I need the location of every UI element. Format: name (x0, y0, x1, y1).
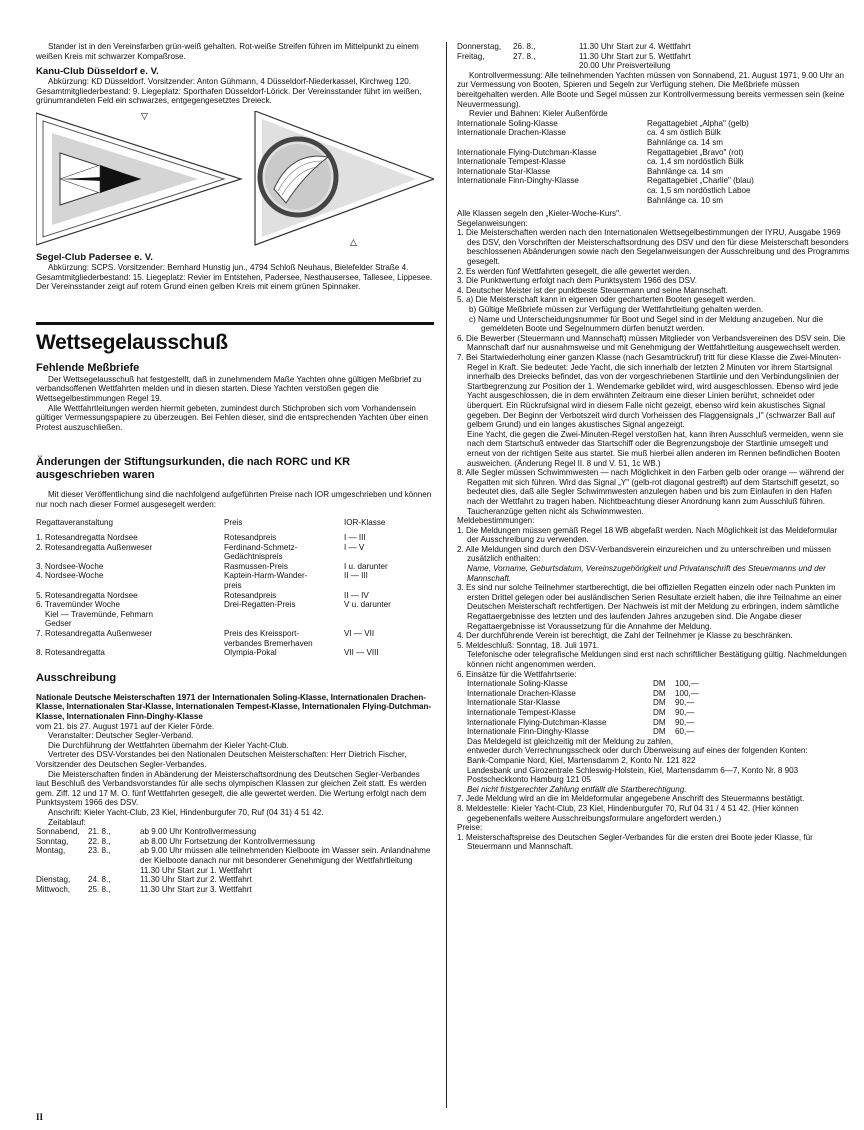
table-cell: II — III (344, 571, 368, 581)
schedule-date: 23. 8., (88, 846, 111, 856)
schedule-date (513, 61, 579, 71)
table-cell: 2. Rotesandregatta Außenweser (36, 542, 153, 552)
table-cell: 4. Nordsee-Woche (36, 571, 104, 581)
schedule-continued (457, 42, 851, 71)
table-row (36, 562, 434, 572)
schedule-event: 11.30 Uhr Start zur 5. Wettfahrt (579, 51, 691, 61)
table-cell: Rasmussen-Preis (224, 561, 288, 571)
schedule-row (457, 42, 851, 52)
class-name: Internationale Flying-Dutchman-Klasse (457, 147, 597, 157)
fee-currency: DM (653, 688, 666, 698)
ausschreibung-title: Ausschreibung (36, 671, 117, 684)
schedule-event: 11.30 Uhr Start zur 1. Wettfahrt (140, 865, 252, 875)
club-pennants (36, 111, 434, 247)
fehlende-p1: Der Wettsegelausschuß hat festgestellt, daß in zunehmendem Maße Yachten ohne gültigen Meßbrief zu verbandsoffenen Wettfahrten melden und in diesen starten. Diese Yachten verstoßen gegen die Wettsegelbestimmungen Regel 19. (36, 374, 422, 403)
rule-item: 4. Deutscher Meister ist der punktbeste Steuermann und seine Mannschaft. (457, 285, 728, 295)
fehlende-p2: Alle Wettfahrtleitungen werden hiermit gebeten, zumindest durch Stichproben sich vom Vorhandensein gültiger Vermessungspapiere zu überzeugen. Bei Fehlen dieser, sind die entsprechenden Yachten über einen Protest auszuschließen. (36, 403, 429, 432)
table-header-preis: Preis (224, 517, 243, 527)
fee-amount: 60,— (675, 727, 695, 737)
schedule-event: ab 9.00 Uhr müssen alle teilnehmenden Kielboote im Wasser sein. Anlandnahme der Kielboote danach nur mit besonderer Genehmigung der Wettfahrtleitung (140, 846, 431, 865)
rule-item: 6. Die Bewerber (Steuermann und Mannschaft) müssen Mitglieder von Verbandsvereinen des DSV sein. Die Mannschaft darf nur ausnahmsweise und mit Genehmigung der Wettfahrtleitung ausgewechselt werden. (457, 333, 846, 353)
kanu-club-pennant (36, 113, 241, 245)
prize-table-header (36, 518, 434, 528)
rule-item: 1. Die Meisterschaften werden nach den Internationalen Wettsegelbestimmungen der IYRU, Ausgabe 1969 des DSV, den Vorschriften der Meisterschaftsordnung des DSV und den für diese Meisterschaft besonders beschlossenen Abänderungen sowie nach den Segelanweisungen der Ausschreibung und des Programms gesegelt. (457, 228, 850, 267)
meld-item: 3. Es sind nur solche Teilnehmer startberechtigt, die bei offiziellen Regatten einzeln oder nach Punkten im ersten Drittel gelegen oder bei ausländischen Serien Resultate erzielt haben, die ihre Teilnahme an einer Deutschen Meisterschaft rechtfertigen. Der Nachweis ist mit der Meldung zu erbringen, indem sämtliche Regattaergebnisse des letzten und des laufenden Jahres anzugeben sind. Die Angabe dieser Regattaergebnisse ist Voraussetzung für die Annahme der Meldung. (457, 583, 842, 631)
payment-line: Bank-Companie Nord, Kiel, Martensdamm 2, Konto Nr. 121 822 (467, 755, 696, 765)
meld-item: Telefonische oder telegrafische Meldungen sind erst nach schriftlicher Bestätigung gültig. Nachmeldungen können nicht angenommen werden. (467, 650, 847, 669)
ausschreibung-line: vom 21. bis 27. August 1971 auf der Kieler Förde. (36, 721, 215, 731)
schedule-date: 21. 8., (88, 827, 111, 837)
schedule-day: Mittwoch, (36, 884, 71, 894)
schedule-row (457, 61, 851, 71)
class-area (647, 157, 851, 167)
table-row (36, 629, 434, 648)
fee-class: Internationale Star-Klasse (467, 698, 561, 708)
kontrollvermessung-text: Kontrollvermessung: Alle teilnehmenden Yachten müssen von Sonnabend, 21. August 1971, 9.00 Uhr an zur Vermessung von Booten, Spieren und Segeln zur Verfügung stehen. Die Meßbriefe müssen bereitgehalten werden. Alle Boote und Segel müssen zur Kontrollvermessung bereits vermessen sein (keine Neuvermessung). (457, 70, 845, 109)
left-column (36, 42, 434, 894)
fee-currency: DM (653, 698, 666, 708)
fee-class: Internationale Tempest-Klasse (467, 707, 576, 717)
segel-club-title: Segel-Club Padersee e. V. (36, 251, 153, 263)
table-cell: 8. Rotesandregatta (36, 648, 105, 658)
meld-item: 7. Jede Meldung wird an die im Meldeformular angegebene Anschrift des Steuermanns bestätigt. (457, 794, 805, 804)
pennant-illustrations (36, 111, 434, 247)
schedule-event: 11.30 Uhr Start zur 2. Wettfahrt (140, 875, 252, 885)
ausschreibung-line: Die Durchführung der Wettfahrten übernahm der Kieler Yacht-Club. (48, 740, 289, 750)
schedule-day: Donnerstag, (457, 42, 502, 51)
prize-table (36, 533, 434, 658)
table-header-regatta: Regattaveranstaltung (36, 517, 113, 527)
aenderungen-text: Mit dieser Veröffentlichung sind die nachfolgend aufgeführten Preise nach IOR umgeschrieben und können nur noch nach dieser Formel ausgesegelt werden: (36, 490, 432, 509)
schedule-day: Sonnabend, (36, 827, 80, 837)
payment-line: Bei nicht fristgerechter Zahlung entfällt die Startberechtigung. (467, 784, 687, 794)
schedule-row (36, 866, 434, 876)
table-cell: 1. Rotesandregatta Nordsee (36, 533, 138, 543)
table-cell: Olympia-Pokal (224, 648, 277, 658)
schedule-row (36, 837, 434, 847)
table-cell: Drei-Regatten-Preis (224, 600, 296, 610)
class-name: Internationale Finn-Dinghy-Klasse (457, 176, 579, 186)
fee-amount: 90,— (675, 717, 695, 727)
schedule-day (36, 866, 88, 876)
rule-item: 3. Die Punktwertung erfolgt nach dem Punktsystem 1966 des DSV. (457, 276, 697, 286)
table-cell: II — IV (344, 590, 369, 600)
segel-club-text: Abkürzung: SCPS. Vorsitzender: Bernhard Hunstig jun., 4794 Schloß Neuhaus, Bielefelder Straße 4. Gesamtmitgliederbestand: 15. Liegeplatz: Revier im Entstehen, Padersee, Nesthausersee, Tallesee, Lippesee. Der Vereinsstander zeigt auf rotem Grund einen gelben Kreis mit einem grünen Spinnaker. (36, 262, 433, 292)
class-area (647, 167, 851, 177)
zeitablauf-label: Zeitablauf: (48, 817, 86, 827)
fee-amount: 100,— (675, 688, 699, 698)
triangle-marker-down: ▽ (141, 111, 148, 122)
rule-item: Eine Yacht, die gegen die Zwei-Minuten-Regel verstoßen hat, kann ihren Ausschluß vermeiden, wenn sie nach dem Startschuß entweder das Startschiff oder die Begrenzungsboje der Startlinie umsegelt und erneut von der richtigen Seite aus startet. Sie muß hierbei allen anderen im Rennen befindlichen Booten ausweichen. (Änderung Regel II. 8 und V. 51, 1c WB.) (467, 429, 844, 468)
fee-amount: 100,— (675, 679, 699, 689)
schedule-row (36, 875, 434, 885)
rule-item: 2. Es werden fünf Wettfahrten gesegelt, die alle gewertet werden. (457, 266, 692, 276)
fee-table (457, 679, 851, 737)
schedule-event: ab 8.00 Uhr Fortsetzung der Kontrollvermessung (140, 836, 316, 846)
stander-text: Stander ist in den Vereinsfarben grün-weiß gehalten. Rot-weiße Streifen führen im Mittelpunkt zu einem weißen Kreis mit schwarzer Kompaßrose. (36, 42, 419, 61)
section-rule (36, 322, 434, 325)
class-row (457, 128, 851, 138)
table-row (36, 600, 434, 629)
class-name: Internationale Star-Klasse (457, 166, 551, 176)
schedule-event: 11.30 Uhr Start zur 3. Wettfahrt (140, 884, 252, 894)
class-area: Regattagebiet „Bravo" (rot) ca. 1,4 sm nordöstlich Bülk Bahnlänge ca. 14 sm (647, 147, 744, 176)
table-row (36, 648, 434, 658)
table-row (36, 571, 434, 590)
fee-class: Internationale Finn-Dinghy-Klasse (467, 727, 589, 737)
table-cell: Preis des Kreissport- verbandes Bremerhaven (224, 629, 313, 648)
fee-row (457, 689, 851, 699)
meldebestimmungen-label: Meldebestimmungen: (457, 516, 535, 526)
ausschreibung-heading: Nationale Deutsche Meisterschaften 1971 der Internationalen Soling-Klasse, Internationalen Drachen-Klasse, Internationalen Star-Klasse, Internationalen Tempest-Klasse, Internationalen Flying-Dutchman-Klasse, Internationalen Finn-Dinghy-Klasse (36, 692, 432, 721)
schedule-date: 22. 8., (88, 836, 111, 846)
table-cell: I — V (344, 542, 365, 552)
payment-line: Landesbank und Girozentrale Schleswig-Holstein, Kiel, Martensdamm 6—7, Konto Nr. 8 903 (467, 765, 799, 775)
schedule-date (88, 866, 140, 876)
table-cell: VII — VIII (344, 648, 379, 658)
ausschreibung-line: Veranstalter: Deutscher Segler-Verband. (48, 731, 194, 741)
class-name: Internationale Tempest-Klasse (457, 157, 566, 167)
table-cell: I u. darunter (344, 561, 388, 571)
schedule (36, 827, 434, 894)
preise-label: Preise: (457, 823, 483, 833)
rule-item: 5. a) Die Meisterschaft kann in eigenen oder gecharterten Booten gesegelt werden. (457, 295, 756, 305)
schedule-day: Montag, (36, 846, 66, 856)
rule-item: c) Name und Unterscheidungsnummer für Boot und Segel sind in der Meldung anzugeben. Nur die gemeldeten Boote und Segelnummern dürfen benutzt werden. (469, 314, 824, 334)
payment-line: Das Meldegeld ist gleichzeitig mit der Meldung zu zahlen, (467, 736, 674, 746)
meld-item: 8. Meldestelle: Kieler Yacht-Club, 23 Kiel, Hindenburgufer 70, Ruf 04 31 / 4 51 42. (Hier können gegebenenfalls weitere Ausschreibungsformulare angefordert werden.) (457, 803, 799, 823)
class-area (647, 128, 851, 138)
table-cell: V u. darunter (344, 600, 391, 610)
fee-row (457, 708, 851, 718)
page-number: II (36, 1112, 44, 1122)
ausschreibung-line: Die Meisterschaften finden in Abänderung der Meisterschaftsordnung des Deutschen Segler-Verbandes laut Beschluß des Verbandsvorstandes für alle sechs olympischen Klassen zur gleichen Zeit statt. Es werden gem. Ziff. 12 und 17 M. O. fünf Wettfahrten gesegelt, die alle gewertet werden. Die Wertung erfolgt nach dem Punktsystem 1966 des DSV. (36, 769, 427, 808)
table-cell: 7. Rotesandregatta Außenweser (36, 629, 153, 639)
schedule-event: 20.00 Uhr Preisverteilung (579, 61, 671, 71)
fee-amount: 90,— (675, 698, 695, 708)
table-cell: Kaptein-Harm-Wander- preis (224, 571, 308, 591)
right-column (457, 42, 851, 852)
table-cell: Ferdinand-Schmetz- Gedächtnispreis (224, 542, 298, 562)
class-row (457, 176, 851, 205)
fee-currency: DM (653, 679, 666, 689)
schedule-day: Dienstag, (36, 875, 71, 885)
triangle-marker-up: △ (350, 237, 357, 247)
kanu-club-text: Abkürzung: KD Düsseldorf. Vorsitzender: Anton Gühmann, 4 Düsseldorf-Niederkassel, Kirchweg 120. Gesamtmitgliederbestand: 9. Liegeplatz: Sporthafen Düsseldorf-Lörick. Der Vereinsstander führt im weißen, grünumrandeten Feld ein schwarzes, entgegengesetztes Dreieck. (36, 77, 422, 106)
schedule-row (36, 885, 434, 895)
fee-row (457, 727, 851, 737)
fee-currency: DM (653, 717, 666, 727)
table-cell: Rotesandpreis (224, 533, 277, 543)
table-header-ior: IOR-Klasse (344, 517, 386, 527)
segelanweisungen-label: Segelanweisungen: (457, 218, 528, 228)
schedule-row (36, 846, 434, 865)
fee-row (457, 698, 851, 708)
rule-item: 7. Bei Startwiederholung einer ganzen Klasse (nach Gesamtrückruf) tritt für diese Klasse die Zwei-Minuten-Regel in Kraft. Sie bedeutet: Jede Yacht, die sich innerhalb der letzten 2 Minuten vor ihrem Startsignal innerhalb des Dreiecks befindet, das von der vorgeschriebenen Startlinie und den Verbindungslinien der Startbegrenzung zur Position der 1. Wendemarke gebildet wird, wird ausgeschlossen. Ebenso wird jede Yacht ausgeschlossen, die in dem erwähnten Zeitraum eine dieser Linien berührt, schneidet oder überquert. Ein Rückrufsignal wird in diesem Falle nicht gezeigt, ebenso wird kein akustisches Signal gegeben. Der Beginn der Verbotszeit wird durch Vorheissen des Flaggensignals „I" (schwarzer Ball auf gelbem Grund) und ein langes akustisches Signal angezeigt. (457, 353, 842, 430)
ausschreibung-line: Vertreter des DSV-Vorstandes bei den Nationalen Deutschen Meisterschaften: Herr Dietrich Fischer, Vorsitzender des Deutschen Segler-Verbandes. (36, 750, 407, 769)
table-row (36, 543, 434, 562)
table-cell: 3. Nordsee-Woche (36, 561, 104, 571)
section-title: Wettsegelausschuß (36, 330, 228, 354)
schedule-day: Freitag, (457, 51, 485, 61)
table-cell: 6. Travemünder Woche Kiel — Travemünde, Fehmarn Gedser (36, 600, 153, 629)
table-row (36, 591, 434, 601)
fee-row (457, 718, 851, 728)
meld-item: 4. Der durchführende Verein ist berechtigt, die Zahl der Teilnehmer je Klasse zu beschränken. (457, 631, 793, 641)
class-area: Regattagebiet „Alpha" (gelb) ca. 4 sm östlich Bülk Bahnlänge ca. 14 sm (647, 118, 749, 147)
schedule-date: 26. 8., (513, 42, 536, 51)
alle-klassen-text: Alle Klassen segeln den „Kieler-Woche-Kurs". (457, 209, 622, 219)
kanu-club-title: Kanu-Club Düsseldorf e. V. (36, 66, 159, 78)
meld-item: 6. Einsätze für die Wettfahrtserie: (457, 669, 577, 679)
payment-line: Postscheckkonto Hamburg 121 05 (467, 775, 591, 785)
fee-amount: 90,— (675, 707, 695, 717)
fee-class: Internationale Soling-Klasse (467, 679, 568, 689)
class-area-table (457, 119, 851, 205)
revier-text: Revier und Bahnen: Kieler Außenförde (469, 109, 608, 119)
schedule-event: 11.30 Uhr Start zur 4. Wettfahrt (579, 42, 691, 51)
fee-currency: DM (653, 707, 666, 717)
segel-club-pennant (255, 111, 434, 245)
schedule-row (36, 827, 434, 837)
class-name: Internationale Drachen-Klasse (457, 128, 566, 138)
preise-item: 1. Meisterschaftspreise des Deutschen Segler-Verbandes für die ersten drei Boote jeder Klasse, für Steuermann und Mannschaft. (457, 832, 813, 852)
fehlende-title: Fehlende Meßbriefe (36, 361, 140, 374)
fee-class: Internationale Flying-Dutchman-Klasse (467, 717, 607, 727)
class-row (457, 167, 851, 177)
schedule-date: 25. 8., (88, 884, 111, 894)
rule-item: b) Gültige Meßbriefe müssen zur Verfügung der Wettfahrtleitung gehalten werden. (469, 305, 764, 315)
table-cell: Rotesandpreis (224, 590, 277, 600)
meld-item: Name, Vorname, Geburtsdatum, Vereinszugehörigkeit und Privatanschrift des Steuermanns und der Mannschaft. (467, 564, 826, 583)
meld-item: 2. Alle Meldungen sind durch den DSV-Verbandsverein einzureichen und zu unterschreiben und müssen zusätzlich enthalten: (457, 544, 831, 564)
meld-item: 5. Meldeschluß: Sonntag, 18. Juli 1971. (457, 640, 600, 650)
table-cell: I — III (344, 533, 366, 543)
meld-item: 1. Die Meldungen müssen gemäß Regel 18 WB abgefaßt werden. Nach Möglichkeit ist das Meldeformular der Ausschreibung zu verwenden. (457, 525, 838, 545)
fee-class: Internationale Drachen-Klasse (467, 688, 576, 698)
schedule-date: 27. 8., (513, 51, 536, 61)
fee-row (457, 679, 851, 689)
table-cell: VI — VII (344, 629, 375, 639)
class-area: Regattagebiet „Charlie" (blau) ca. 1,5 sm nordöstlich Laboe Bahnlänge ca. 10 sm (647, 176, 754, 205)
fee-currency: DM (653, 727, 666, 737)
ausschreibung-line: Anschrift: Kieler Yacht-Club, 23 Kiel, Hindenburgufer 70, Ruf (04 31) 4 51 42. (48, 807, 324, 817)
class-name: Internationale Soling-Klasse (457, 118, 558, 128)
schedule-day: Sonntag, (36, 836, 69, 846)
table-row (36, 533, 434, 543)
column-rule (446, 42, 447, 1108)
schedule-day (457, 61, 513, 71)
schedule-date: 24. 8., (88, 875, 111, 885)
payment-line: entweder durch Verrechnungsscheck oder durch Überweisung auf eines der folgenden Konten: (467, 746, 808, 756)
class-row (457, 157, 851, 167)
schedule-row (457, 52, 851, 62)
schedule-event: ab 9.00 Uhr Kontrollvermessung (140, 827, 257, 837)
table-cell: 5. Rotesandregatta Nordsee (36, 590, 138, 600)
rule-item: 8. Alle Segler müssen Schwimmwesten — nach Möglichkeit in den Farben gelb oder orange — während der Regatten mit sich führen. Wird das Signal „Y" (gelb-rot diagonal gestreift) auf dem Startschiff gesetzt, so bedeutet dies, daß alle Segler Schwimmwesten anzulegen haben und bis zum Einlaufen in den Hafen nach der Wettfahrt zu tragen haben. Nichtbeachtung dieser Anordnung kann zum Ausschluß führen. Taucheranzüge gelten nicht als Schwimmwesten. (457, 468, 845, 516)
aenderungen-title: Änderungen der Stiftungsurkunden, die nach RORC und KR ausgeschrieben waren (36, 456, 351, 482)
